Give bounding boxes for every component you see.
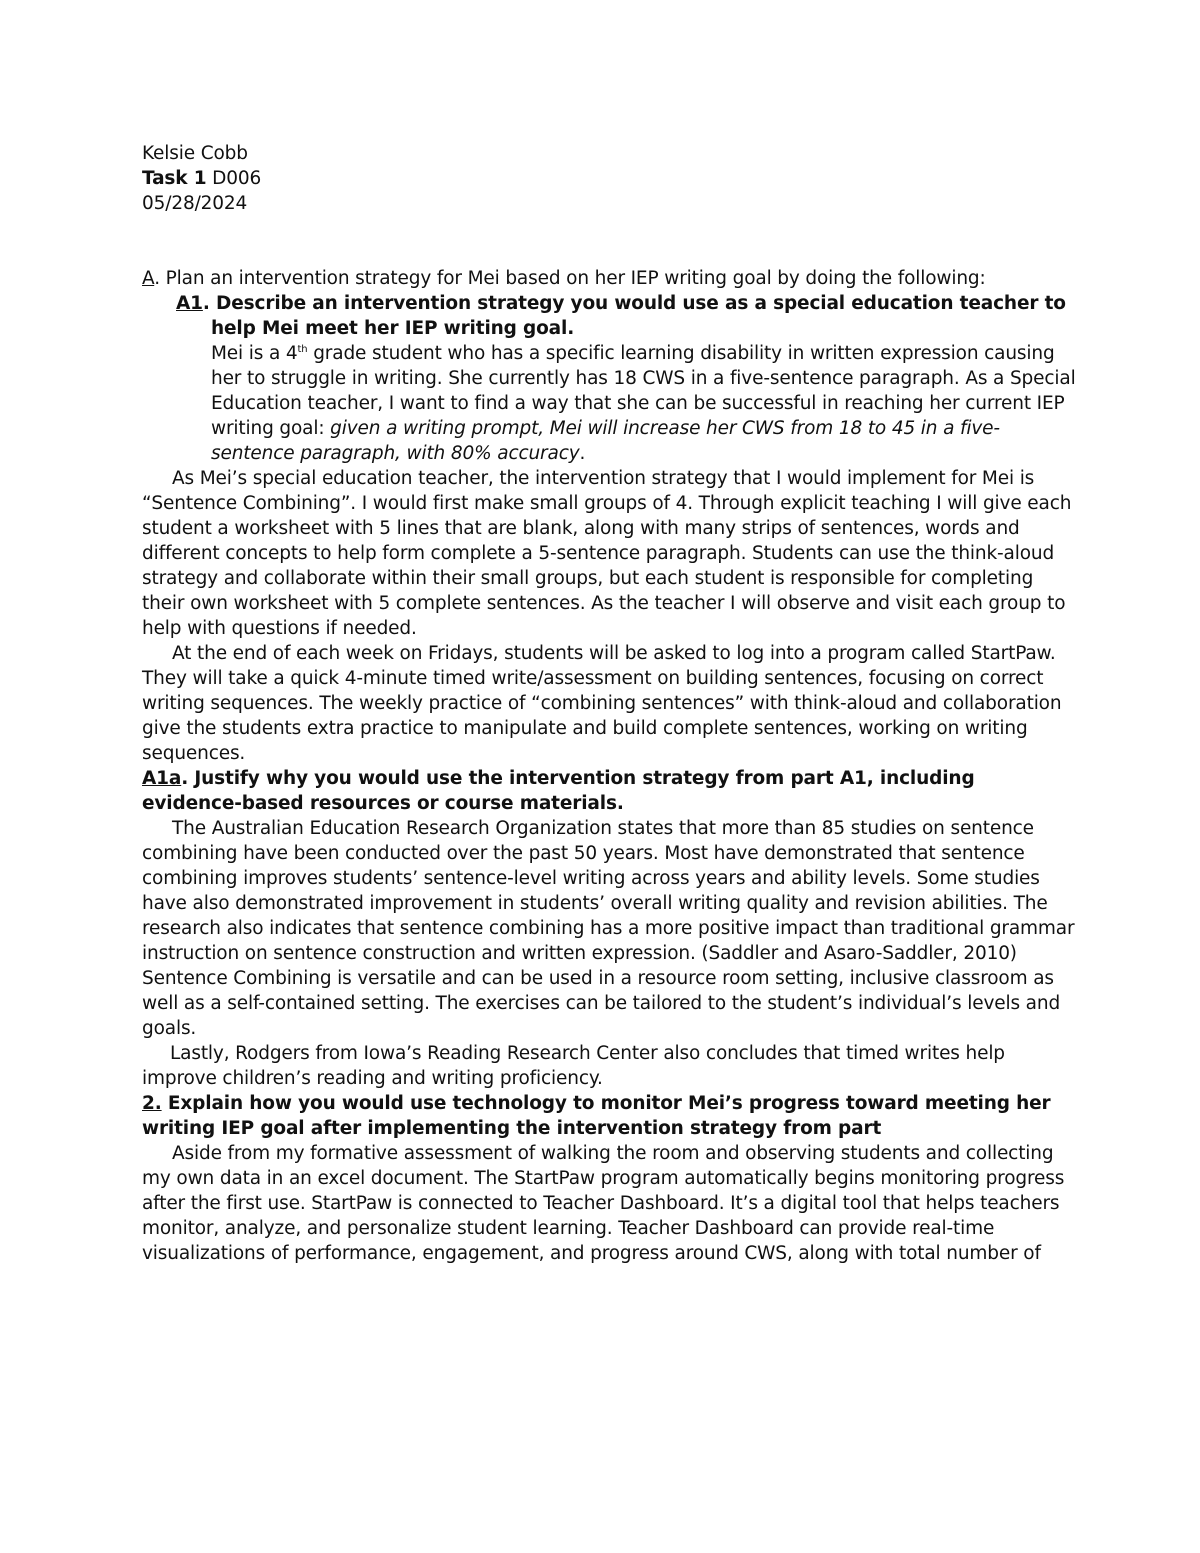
task-line: [142, 166, 1080, 191]
a1-paragraph-strategy: As Mei’s special education teacher, the intervention strategy that I would implement for Mei is “Sentence Combining”. I would first make small groups of 4. Through explicit teaching I will give each student a worksheet with 5 lines that are blank, along with many strips of sentences, words and different concepts to help form complete a 5-sentence paragraph. Students can use the think-aloud strategy and collaborate within their small groups, but each student is responsible for completing their own worksheet with 5 complete sentences. As the teacher I will observe and visit each group to help with questions if needed.: [142, 468, 1072, 639]
a1-paragraph-startpaw: At the end of each week on Fridays, students will be asked to log into a program called StartPaw. They will take a quick 4-minute timed write/assessment on building sentences, focusing on correct writing sequences. The weekly practice of “combining sentences” with think-aloud and collaboration give the students extra practice to manipulate and build complete sentences, working on writing sequences.: [142, 643, 1062, 764]
intro-text-body: grade student who has a specific learning disability in written expression causing her to struggle in writing. She currently has 18 CWS in a five-sentence paragraph. As a Special Education teacher, I want to find a way that she can be successful in reaching her current IEP writing goal:: [211, 343, 1076, 439]
author-name: Kelsie Cobb: [142, 143, 248, 164]
section-a1a-heading-text: . Justify why you would use the intervention strategy from part A1, including evidence-based resources or course materials.: [142, 768, 975, 814]
task-label: Task 1: [142, 168, 207, 189]
section-a-text: . Plan an intervention strategy for Mei based on her IEP writing goal by doing the following:: [154, 268, 986, 289]
section-2-heading-text: Explain how you would use technology to monitor Mei’s progress toward meeting her writing IEP goal after implementing the intervention strategy from part: [142, 1093, 1051, 1139]
section-a1-heading: [142, 291, 1080, 341]
section-a1a-label: A1a: [142, 768, 182, 789]
course-code: D006: [206, 168, 262, 189]
section-a1-label: A1: [176, 293, 203, 314]
grade-ordinal: th: [297, 343, 308, 355]
a1a-paragraph-research: The Australian Education Research Organization states that more than 85 studies on sentence combining have been conducted over the past 50 years. Most have demonstrated that sentence combining improves students’ sentence-level writing across years and ability levels. Some studies have also demonstrated improvement in students’ overall writing quality and revision abilities. The research also indicates that sentence combining has a more positive impact than traditional grammar instruction on sentence construction and written expression. (Saddler and Asaro-Saddler, 2010) Sentence Combining is versatile and can be used in a resource room setting, inclusive classroom as well as a self-contained setting. The exercises can be tailored to the student’s individual’s levels and goals.: [142, 818, 1075, 1039]
header-spacer: [142, 216, 1080, 266]
section-a1a-heading: [142, 766, 1080, 816]
iep-goal-end: .: [579, 443, 586, 464]
section-a1-intro: [142, 341, 1080, 466]
section-2-heading: [142, 1091, 1080, 1141]
section-2-paragraph: Aside from my formative assessment of walking the room and observing students and collecting my own data in an excel document. The StartPaw program automatically begins monitoring progress after the first use. StartPaw is connected to Teacher Dashboard. It’s a digital tool that helps teachers monitor, analyze, and personalize student learning. Teacher Dashboard can provide real-time visualizations of performance, engagement, and progress around CWS, along with total number of: [142, 1143, 1065, 1264]
section-a-prompt: [142, 266, 1080, 291]
section-2-label: 2.: [142, 1093, 162, 1114]
section-a1-heading-text: . Describe an intervention strategy you would use as a special education teacher to help Mei meet her IEP writing goal.: [202, 293, 1066, 339]
iep-goal-text: given a writing prompt, Mei will increase her CWS from 18 to 45 in a five-sentence paragraph, with 80% accuracy: [211, 418, 1000, 464]
intro-text-start: Mei is a 4: [211, 343, 298, 364]
section-a-label: A: [142, 268, 155, 289]
a1a-paragraph-timed-writes: Lastly, Rodgers from Iowa’s Reading Research Center also concludes that timed writes help improve children’s reading and writing proficiency.: [142, 1043, 1005, 1089]
document-date: 05/28/2024: [142, 193, 248, 214]
